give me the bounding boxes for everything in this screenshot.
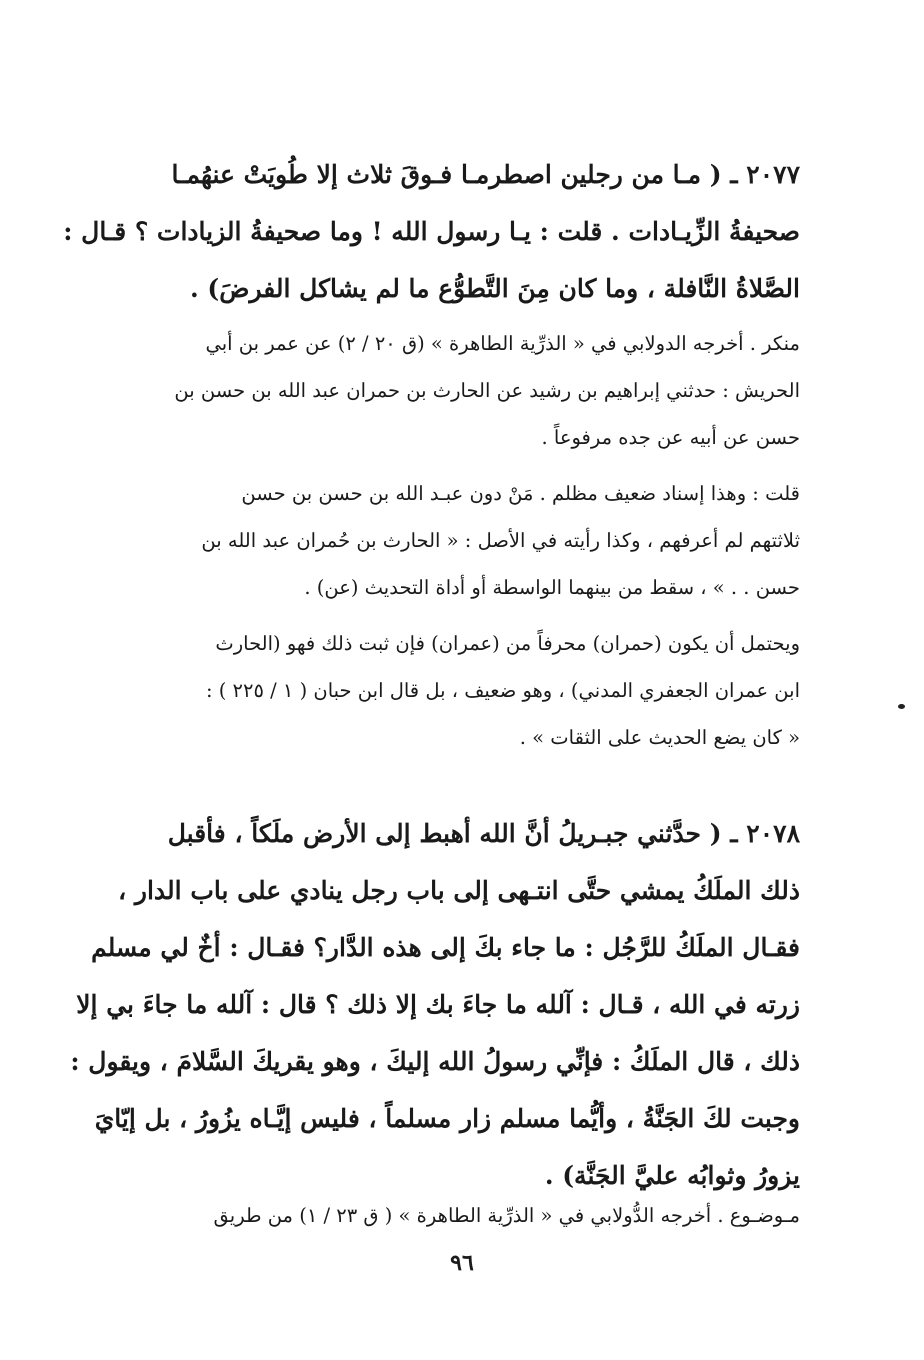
takhrij-2077 <box>60 320 800 461</box>
note-line: قلت : وهذا إسناد ضعيف مظلم . مَنْ دون عبـد الله بن حسن بن حسن <box>241 482 800 505</box>
takhrij-2078 <box>60 1192 800 1239</box>
page-number: ٩٦ <box>450 1250 474 1276</box>
note-line: مـوضـوع . أخرجه الدُّولابي في « الذرِّية الطاهرة » ( ق ٢٣ / ١) من طريق <box>213 1204 800 1227</box>
hadith-line: ٢٠٧٧ ـ ( مـا من رجلين اصطرمـا فـوقَ ثلاث إلا طُويَتْ عنهُمـا <box>171 160 800 189</box>
note-line: حسن عن أبيه عن جده مرفوعاً . <box>541 426 800 449</box>
note-line: الحريش : حدثني إبراهيم بن رشيد عن الحارث بن حمران عبد الله بن حسن بن <box>174 379 800 402</box>
hadith-2077 <box>60 146 800 317</box>
note-line: ثلاثتهم لم أعرفهم ، وكذا رأيته في الأصل : « الحارث بن حُمران عبد الله بن <box>201 529 800 552</box>
hadith-line: ذلك الملَكُ يمشي حتَّى انتـهى إلى باب رجل ينادي على باب الدار ، <box>118 876 800 905</box>
hadith-line: ذلك ، قال الملَكُ : فإنِّي رسولُ الله إليكَ ، وهو يقريكَ السَّلامَ ، ويقول : <box>70 1047 800 1076</box>
hadith-line: الصَّلاةُ النَّافلة ، وما كان مِنَ التَّطوُّع ما لم يشاكل الفرضَ) . <box>190 274 800 303</box>
hadith-line: صحيفةُ الزِّيـادات . قلت : يـا رسول الله ! وما صحيفةُ الزيادات ؟ قـال : <box>63 217 800 246</box>
note-line: ابن عمران الجعفري المدني) ، وهو ضعيف ، بل قال ابن حبان ( ١ / ٢٢٥ ) : <box>205 679 800 702</box>
hadith-line: وجبت لكَ الجَنَّةُ ، وأيُّما مسلم زار مسلماً ، فليس إيَّـاه يزُورُ ، بل إيّايَ <box>94 1104 800 1133</box>
hadith-2078 <box>60 805 800 1204</box>
margin-mark <box>898 704 905 709</box>
hadith-line: زرته في الله ، قـال : آلله ما جاءَ بك إلا ذلك ؟ قال : آلله ما جاءَ بي إلا <box>76 990 800 1019</box>
hadith-line: يزورُ وثوابُه عليَّ الجَنَّة) . <box>544 1161 800 1190</box>
note-line: « كان يضع الحديث على الثقات » . <box>519 726 800 749</box>
note-line: حسن . . » ، سقط من بينهما الواسطة أو أداة التحديث (عن) . <box>304 576 800 599</box>
hadith-line: ٢٠٧٨ ـ ( حدَّثني جبـريلُ أنَّ الله أهبط إلى الأرض ملَكاً ، فأقبل <box>167 819 800 848</box>
hadith-line: فقـال الملَكُ للرَّجُل : ما جاء بكَ إلى هذه الدَّار؟ فقـال : أخٌ لي مسلم <box>91 933 800 962</box>
note-line: منكر . أخرجه الدولابي في « الذرِّية الطاهرة » (ق ٢٠ / ٢) عن عمر بن أبي <box>205 332 800 355</box>
note-line: ويحتمل أن يكون (حمران) محرفاً من (عمران) فإن ثبت ذلك فهو (الحارث <box>215 632 800 655</box>
comment-2077-a <box>60 470 800 611</box>
comment-2077-b <box>60 620 800 761</box>
